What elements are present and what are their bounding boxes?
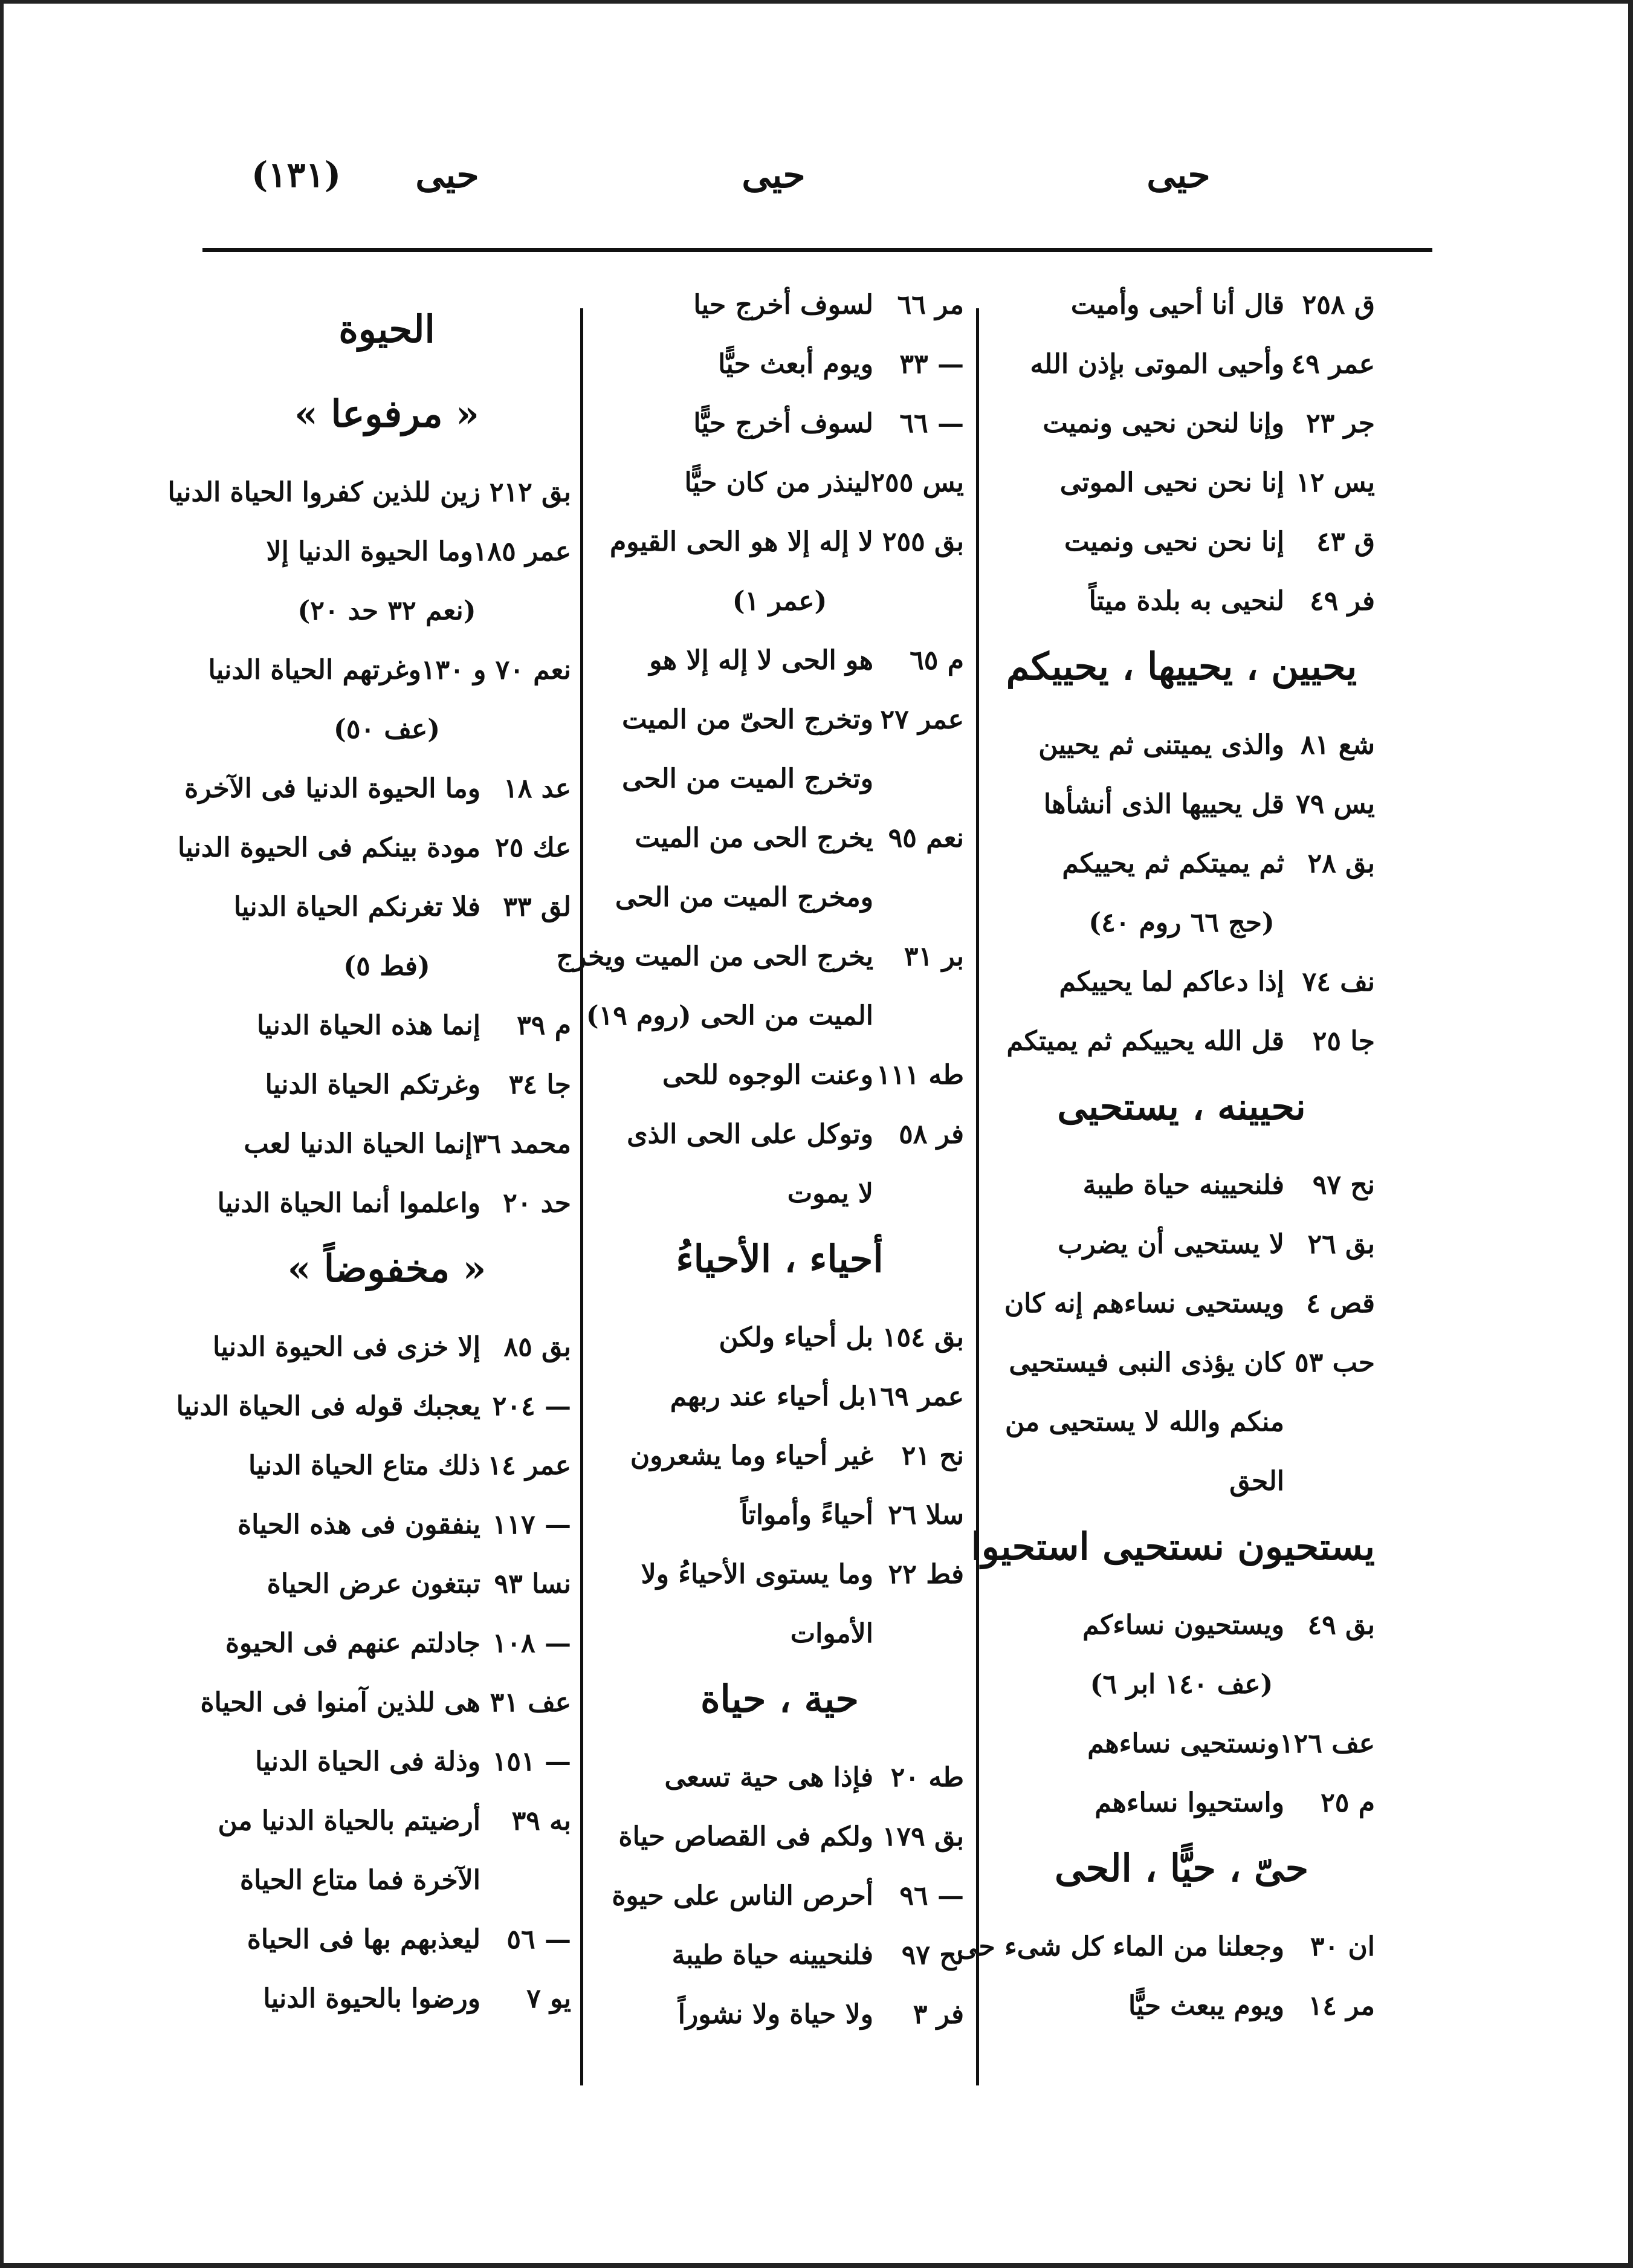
column-right	[956, 290, 1375, 2050]
verse-reference: فر ٥٨	[899, 1119, 964, 1150]
verse-reference: فط ٢٢	[888, 1559, 964, 1590]
entry-continuation: ومخرج الميت من الحى	[615, 882, 873, 913]
entry-row	[595, 409, 964, 439]
entry-row	[167, 477, 571, 508]
verse-text: هى للذين آمنوا فى الحياة	[200, 1687, 480, 1718]
entry-row	[595, 1560, 964, 1590]
entry-row	[202, 1925, 571, 1955]
entry-row	[202, 1569, 571, 1599]
verse-text: فإذا هى حية تسعى	[664, 1762, 873, 1793]
entry-row	[595, 705, 964, 735]
entry-row	[988, 789, 1375, 820]
entry-row	[988, 1610, 1375, 1641]
page-border-top	[0, 0, 1633, 4]
entry-continuation: (حج ٦٦ روم ٤٠)	[1088, 907, 1275, 938]
verse-text: فلا تغرنكم الحياة الدنيا	[233, 892, 480, 922]
verse-reference: محمد ٣٦	[472, 1129, 571, 1159]
verse-text: ويوم يبعث حيًّا	[1128, 1991, 1284, 2021]
column-middle	[556, 290, 964, 2059]
page-border-left	[0, 0, 4, 2268]
verse-reference: — ٦٦	[899, 408, 964, 439]
verse-reference: لق ٣٣	[503, 892, 571, 922]
entry-row	[202, 1628, 571, 1659]
header-rule	[202, 248, 1432, 252]
header-word-left: حيى	[415, 154, 479, 196]
verse-reference: عمر ٢٧	[880, 704, 964, 735]
verse-reference: — ٩٦	[899, 1881, 964, 1911]
entry-row	[202, 1806, 571, 1836]
entry-continuation: لا يموت	[787, 1178, 873, 1209]
verse-text: ونستحيى نساءهم	[1087, 1728, 1279, 1759]
entry-row	[595, 1822, 964, 1852]
verse-text: وتخرج الحىّ من الميت	[622, 704, 873, 735]
verse-reference: يس ٢٥٥	[870, 467, 964, 498]
page-number: (١٣١)	[251, 154, 341, 195]
verse-text: إنما هذه الحياة الدنيا	[256, 1010, 480, 1041]
verse-text: واستحيوا نساءهم	[1095, 1787, 1284, 1818]
entry-row	[202, 1070, 571, 1100]
entry-row	[988, 349, 1375, 380]
verse-reference: عمر ١٦٩	[865, 1381, 964, 1412]
verse-text: وما يستوى الأحياءُ ولا	[641, 1559, 873, 1590]
entry-row	[595, 823, 964, 854]
verse-text: وغرتكم الحياة الدنيا	[265, 1069, 480, 1100]
verse-text: إنا نحن نحيى ونميت	[1064, 526, 1284, 557]
verse-reference: ان ٣٠	[1310, 1931, 1375, 1962]
verse-reference: عك ٢٥	[495, 832, 571, 863]
verse-reference: جا ٣٤	[508, 1069, 571, 1100]
entry-row	[988, 730, 1375, 760]
section-heading: يستحيون نستحيى استحيوا	[971, 1524, 1375, 1569]
section-heading: نحيينه ، يستحيى	[1057, 1084, 1306, 1129]
verse-text: أحياءً وأمواتاً	[740, 1500, 873, 1531]
entry-row	[988, 1170, 1375, 1200]
entry-row	[595, 527, 964, 557]
entry-row	[556, 941, 964, 972]
verse-text: وعنت الوجوه للحى	[662, 1060, 873, 1090]
entry-row	[595, 2000, 964, 2030]
entry-row	[202, 892, 571, 922]
entry-row	[595, 1382, 964, 1412]
verse-text: بل أحياء ولكن	[719, 1322, 873, 1353]
verse-reference: — ٣٣	[899, 349, 964, 380]
verse-text: فلنحيينه حياة طيبة	[671, 1940, 873, 1971]
verse-text: أرضيتم بالحياة الدنيا من	[218, 1806, 480, 1836]
verse-reference: نسا ٩٣	[494, 1569, 571, 1599]
verse-text: وأحيى الموتى بإذن الله	[1030, 349, 1284, 380]
entry-row	[595, 1119, 964, 1150]
verse-text: وجعلنا من الماء كل شىء حى	[956, 1931, 1284, 1962]
entry-continuation: وتخرج الميت من الحى	[622, 763, 873, 794]
section-heading: حىّ ، حيًّا ، الحى	[1054, 1846, 1309, 1890]
entry-row	[988, 1289, 1375, 1319]
verse-text: تبتغون عرض الحياة	[267, 1569, 480, 1599]
section-heading: « مرفوعا »	[294, 392, 479, 436]
verse-text: يخرج الحى من الميت ويخرج	[556, 941, 873, 972]
entry-row	[202, 1984, 571, 2014]
entry-row	[202, 537, 571, 567]
verse-reference: عمر ١٨٥	[473, 536, 571, 567]
verse-reference: نف ٧٤	[1302, 967, 1375, 997]
section-heading: « مخفوضاً »	[287, 1246, 487, 1291]
verse-reference: عف ١٢٦	[1279, 1728, 1375, 1759]
column-divider-left	[580, 308, 583, 2085]
verse-reference: عف ٣١	[490, 1687, 571, 1718]
verse-text: ولا حياة ولا نشوراً	[677, 1999, 873, 2030]
verse-text: وذلة فى الحياة الدنيا	[255, 1746, 480, 1777]
verse-text: إنا نحن نحيى الموتى	[1059, 467, 1284, 498]
verse-text: غير أحياء وما يشعرون	[630, 1440, 873, 1471]
entry-row	[988, 527, 1375, 557]
verse-text: ويستحيى نساءهم إنه كان	[1004, 1288, 1284, 1319]
entry-continuation: الآخرة فما متاع الحياة	[240, 1865, 480, 1896]
verse-reference: مر ١٤	[1308, 1991, 1375, 2021]
entry-row	[184, 773, 571, 804]
verse-reference: جر ٢٣	[1305, 408, 1375, 439]
verse-text: فلنحيينه حياة طيبة	[1082, 1170, 1284, 1200]
entry-row	[595, 1881, 964, 1911]
header-word-right: حيى	[1146, 154, 1211, 196]
entry-row	[988, 967, 1375, 997]
verse-text: وغرتهم الحياة الدنيا	[208, 655, 421, 685]
verse-text: قل الله يحييكم ثم يميتكم	[1006, 1026, 1284, 1057]
verse-reference: قص ٤	[1306, 1288, 1375, 1319]
verse-reference: م ٦٥	[910, 645, 964, 676]
verse-text: يخرج الحى من الميت	[635, 823, 873, 854]
entry-row	[595, 1441, 964, 1471]
entry-row	[988, 1026, 1375, 1057]
verse-reference: م ٣٩	[517, 1010, 571, 1041]
verse-text: إلا خزى فى الحيوة الدنيا	[213, 1332, 480, 1362]
verse-text: وإنا لنحن نحيى ونميت	[1043, 408, 1284, 439]
verse-reference: طه ٢٠	[890, 1762, 964, 1793]
verse-text: وما الحيوة الدنيا فى الآخرة	[184, 773, 480, 804]
verse-reference: ق ٤٣	[1316, 526, 1375, 557]
verse-reference: بق ١٧٩	[882, 1821, 964, 1852]
entry-continuation: الأموات	[790, 1618, 873, 1649]
entry-row	[202, 655, 571, 685]
verse-reference: فر ٤٩	[1310, 586, 1375, 617]
entry-row	[202, 1688, 571, 1718]
verse-reference: نح ٩٧	[1312, 1170, 1375, 1200]
page-border-bottom	[0, 2263, 1633, 2268]
verse-text: لنحيى به بلدة ميتاً	[1088, 586, 1284, 617]
entry-row	[202, 1451, 571, 1481]
verse-reference: — ٢٠٤	[492, 1391, 571, 1422]
entry-row	[202, 1510, 571, 1540]
verse-reference: نعم ٩٥	[888, 823, 964, 854]
entry-continuation: (فط ٥)	[343, 951, 430, 982]
verse-reference: حب ٥٣	[1295, 1347, 1375, 1378]
entry-row	[956, 1931, 1375, 1962]
verse-reference: جا ٢٥	[1312, 1026, 1375, 1057]
section-heading: أحياء ، الأحياءُ	[676, 1237, 884, 1281]
verse-text: قال أنا أحيى وأميت	[1070, 290, 1284, 320]
verse-text: قل يحييها الذى أنشأها	[1043, 789, 1284, 820]
entry-row	[988, 1230, 1375, 1260]
verse-text: والذى يميتنى ثم يحيين	[1038, 730, 1284, 760]
verse-text: واعلموا أنما الحياة الدنيا	[217, 1188, 480, 1219]
verse-reference: عد ١٨	[503, 773, 571, 804]
verse-text: لا يستحيى أن يضرب	[1058, 1229, 1284, 1260]
entry-row	[176, 1391, 571, 1422]
verse-text: ليعذبهم بها فى الحياة	[247, 1924, 480, 1955]
entry-row	[595, 1763, 964, 1793]
verse-text: زين للذين كفروا الحياة الدنيا	[167, 477, 480, 508]
verse-text: إذا دعاكم لما يحييكم	[1059, 967, 1284, 997]
verse-reference: عمر ٤٩	[1291, 349, 1375, 380]
verse-reference: بق ٢٨	[1307, 848, 1375, 879]
verse-reference: يس ٧٩	[1296, 789, 1375, 820]
verse-reference: يس ١٢	[1296, 467, 1375, 498]
verse-text: وما الحيوة الدنيا إلا	[266, 536, 473, 567]
verse-text: كان يؤذى النبى فيستحيى	[1009, 1347, 1284, 1378]
verse-reference: طه ١١١	[876, 1060, 964, 1090]
page-border-right	[1628, 0, 1633, 2268]
verse-text: ولكم فى القصاص حياة	[618, 1821, 873, 1852]
verse-text: ذلك متاع الحياة الدنيا	[248, 1450, 480, 1481]
entry-continuation: (عف ٥٠)	[333, 714, 441, 745]
verse-text: هو الحى لا إله إلا هو	[649, 645, 873, 676]
verse-text: ثم يميتكم ثم يحييكم	[1062, 848, 1284, 879]
entry-row	[202, 1747, 571, 1777]
entry-row	[988, 290, 1375, 320]
verse-reference: — ١٠٨	[492, 1628, 571, 1659]
verse-text: لسوف أخرج حيًّا	[693, 408, 873, 439]
section-heading: حية ، حياة	[700, 1677, 859, 1721]
entry-row	[202, 1188, 571, 1219]
entry-row	[595, 349, 964, 380]
entry-continuation: منكم والله لا يستحيى من	[1004, 1407, 1284, 1437]
entry-row	[595, 646, 964, 676]
entry-row	[988, 1348, 1375, 1378]
entry-row	[202, 1011, 571, 1041]
verse-text: جادلتم عنهم فى الحيوة	[225, 1628, 480, 1659]
entry-continuation: الحق	[1229, 1466, 1284, 1497]
verse-reference: يو ٧	[526, 1983, 571, 2014]
section-heading: الحيوة	[338, 307, 435, 351]
entry-row	[177, 832, 571, 863]
verse-text: إنما الحياة الدنيا لعب	[244, 1129, 473, 1159]
entry-row	[595, 1323, 964, 1353]
verse-text: لا إله إلا هو الحى القيوم	[609, 526, 873, 557]
verse-reference: — ١٥١	[492, 1746, 571, 1777]
entry-row	[202, 1332, 571, 1362]
verse-reference: مر ٦٦	[897, 290, 964, 320]
entry-row	[202, 1129, 571, 1159]
verse-text: ينفقون فى هذه الحياة	[238, 1509, 480, 1540]
entry-row	[988, 586, 1375, 617]
entry-row	[595, 468, 964, 498]
verse-text: ويستحيون نساءكم	[1082, 1610, 1284, 1641]
verse-reference: فر ٣	[913, 1999, 964, 2030]
verse-reference: — ٥٦	[506, 1924, 571, 1955]
verse-reference: بق ٢٥٥	[882, 526, 964, 557]
verse-reference: بق ٤٩	[1307, 1610, 1375, 1641]
verse-text: وتوكل على الحى الذى	[627, 1119, 873, 1150]
verse-text: لسوف أخرج حيا	[693, 290, 873, 320]
header-word-middle: حيى	[742, 154, 806, 196]
verse-text: ويوم أبعث حيًّا	[718, 349, 873, 380]
column-left	[167, 290, 571, 2043]
entry-row	[988, 1729, 1375, 1759]
verse-text: ورضوا بالحيوة الدنيا	[263, 1983, 480, 2014]
verse-text: يعجبك قوله فى الحياة الدنيا	[176, 1391, 480, 1422]
verse-reference: نعم ٧٠ و ١٣٠	[421, 655, 571, 685]
verse-reference: م ٢٥	[1321, 1787, 1375, 1818]
verse-reference: — ١١٧	[492, 1509, 571, 1540]
entry-row	[988, 468, 1375, 498]
verse-reference: بر ٣١	[904, 941, 964, 972]
entry-continuation: (عمر ١)	[732, 586, 827, 617]
verse-reference: نح ٩٧	[901, 1940, 964, 1971]
verse-reference: نح ٢١	[901, 1440, 964, 1471]
entry-row	[595, 290, 964, 320]
entry-row	[988, 1991, 1375, 2021]
verse-reference: شع ٨١	[1301, 730, 1375, 760]
verse-text: بل أحياء عند ربهم	[670, 1381, 866, 1412]
section-heading: يحيين ، يحييها ، يحييكم	[1006, 644, 1357, 688]
entry-row	[988, 849, 1375, 879]
entry-continuation: الميت من الحى (روم ١٩)	[586, 1000, 873, 1031]
entry-continuation: (نعم ٣٢ حد ٢٠)	[297, 595, 476, 626]
verse-reference: بق ٨٥	[503, 1332, 571, 1362]
entry-row	[595, 1500, 964, 1531]
entry-row	[595, 1060, 964, 1090]
entry-row	[595, 1940, 964, 1971]
entry-row	[988, 409, 1375, 439]
verse-reference: حد ٢٠	[503, 1188, 571, 1219]
verse-reference: بق ١٥٤	[882, 1322, 964, 1353]
verse-text: لينذر من كان حيًّا	[684, 467, 871, 498]
verse-reference: ق ٢٥٨	[1302, 290, 1375, 320]
verse-reference: بق ٢١٢	[489, 477, 571, 508]
verse-reference: به ٣٩	[511, 1806, 571, 1836]
verse-text: مودة بينكم فى الحيوة الدنيا	[177, 832, 480, 863]
verse-text: أحرص الناس على حيوة	[612, 1881, 873, 1911]
verse-reference: سلا ٢٦	[888, 1500, 964, 1531]
entry-continuation: (عف ١٤٠ ابر ٦)	[1090, 1669, 1273, 1700]
verse-reference: بق ٢٦	[1307, 1229, 1375, 1260]
column-divider-right	[976, 308, 979, 2085]
verse-reference: عمر ١٤	[487, 1450, 571, 1481]
entry-row	[988, 1788, 1375, 1818]
